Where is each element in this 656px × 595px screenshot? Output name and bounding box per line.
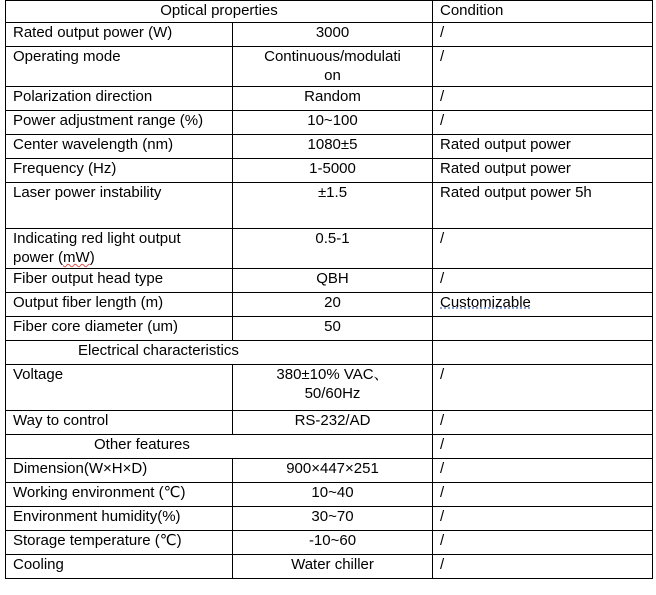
row-label: Storage temperature (℃) (6, 531, 233, 555)
section-header-row (6, 341, 653, 365)
specifications-table (5, 0, 653, 579)
row-value: Water chiller (233, 555, 433, 579)
row-condition: / (433, 459, 653, 483)
row-value: QBH (233, 269, 433, 293)
column-header-condition: Condition (433, 1, 653, 23)
row-value: 900×447×251 (233, 459, 433, 483)
row-value (233, 47, 433, 87)
table-row (6, 47, 653, 87)
table-row (6, 159, 653, 183)
row-condition: / (433, 87, 653, 111)
table-row (6, 483, 653, 507)
section-header-other: Other features (6, 435, 433, 459)
row-value: 3000 (233, 23, 433, 47)
row-condition: / (433, 411, 653, 435)
row-value: Random (233, 87, 433, 111)
section-header-electrical: Electrical characteristics (6, 341, 433, 365)
table-row (6, 531, 653, 555)
table-row (6, 555, 653, 579)
label-line: Indicating red light output (13, 230, 181, 247)
row-value: 1-5000 (233, 159, 433, 183)
table-row (6, 459, 653, 483)
row-value: 30~70 (233, 507, 433, 531)
row-value: 0.5-1 (233, 229, 433, 269)
row-label: Operating mode (6, 47, 233, 87)
table-row (6, 111, 653, 135)
row-value: ±1.5 (233, 183, 433, 229)
row-label: Rated output power (W) (6, 23, 233, 47)
row-condition: / (433, 111, 653, 135)
table-row (6, 87, 653, 111)
row-condition: Rated output power (433, 159, 653, 183)
row-value: 20 (233, 293, 433, 317)
label-text: power ( (13, 249, 64, 266)
value-line: Continuous/modulati (264, 48, 401, 65)
table-row (6, 293, 653, 317)
row-condition: / (433, 555, 653, 579)
row-condition: Rated output power 5h (433, 183, 653, 229)
row-label: Cooling (6, 555, 233, 579)
row-condition: / (433, 531, 653, 555)
table-row (6, 317, 653, 341)
row-label (6, 229, 233, 269)
row-condition: / (433, 435, 653, 459)
table-row (6, 507, 653, 531)
value-line: on (324, 67, 341, 84)
row-condition (433, 293, 653, 317)
row-value: 1080±5 (233, 135, 433, 159)
row-label: Voltage (6, 365, 233, 411)
row-condition (433, 317, 653, 341)
row-condition: / (433, 47, 653, 87)
row-condition: / (433, 507, 653, 531)
row-value: -10~60 (233, 531, 433, 555)
row-label: Frequency (Hz) (6, 159, 233, 183)
table-row (6, 269, 653, 293)
row-value: 10~40 (233, 483, 433, 507)
row-label: Working environment (℃) (6, 483, 233, 507)
row-label: Polarization direction (6, 87, 233, 111)
unit-text: mW (63, 249, 90, 266)
row-label: Environment humidity(%) (6, 507, 233, 531)
value-line: 50/60Hz (304, 385, 361, 402)
table-header-row (6, 1, 653, 23)
row-value: 50 (233, 317, 433, 341)
row-label: Fiber output head type (6, 269, 233, 293)
section-header-optical: Optical properties (6, 1, 433, 23)
table-row (6, 183, 653, 229)
label-text: ) (89, 249, 95, 266)
table-row (6, 135, 653, 159)
row-value: RS-232/AD (233, 411, 433, 435)
row-condition: / (433, 23, 653, 47)
row-value (233, 365, 433, 411)
section-header-row (6, 435, 653, 459)
row-condition: Rated output power (433, 135, 653, 159)
table-row (6, 23, 653, 47)
row-condition: / (433, 269, 653, 293)
table-row (6, 365, 653, 411)
row-label: Center wavelength (nm) (6, 135, 233, 159)
table-row (6, 229, 653, 269)
label-line (13, 248, 232, 267)
row-condition: / (433, 365, 653, 411)
table-row (6, 411, 653, 435)
row-label: Dimension(W×H×D) (6, 459, 233, 483)
condition-text: Customizable (440, 294, 531, 311)
row-value: 10~100 (233, 111, 433, 135)
row-condition: / (433, 483, 653, 507)
row-label: Fiber core diameter (um) (6, 317, 233, 341)
row-label: Power adjustment range (%) (6, 111, 233, 135)
row-condition: / (433, 229, 653, 269)
row-label: Laser power instability (6, 183, 233, 229)
row-label: Way to control (6, 411, 233, 435)
row-label: Output fiber length (m) (6, 293, 233, 317)
row-condition (433, 341, 653, 365)
value-line: 380±10% VAC、 (276, 366, 389, 383)
